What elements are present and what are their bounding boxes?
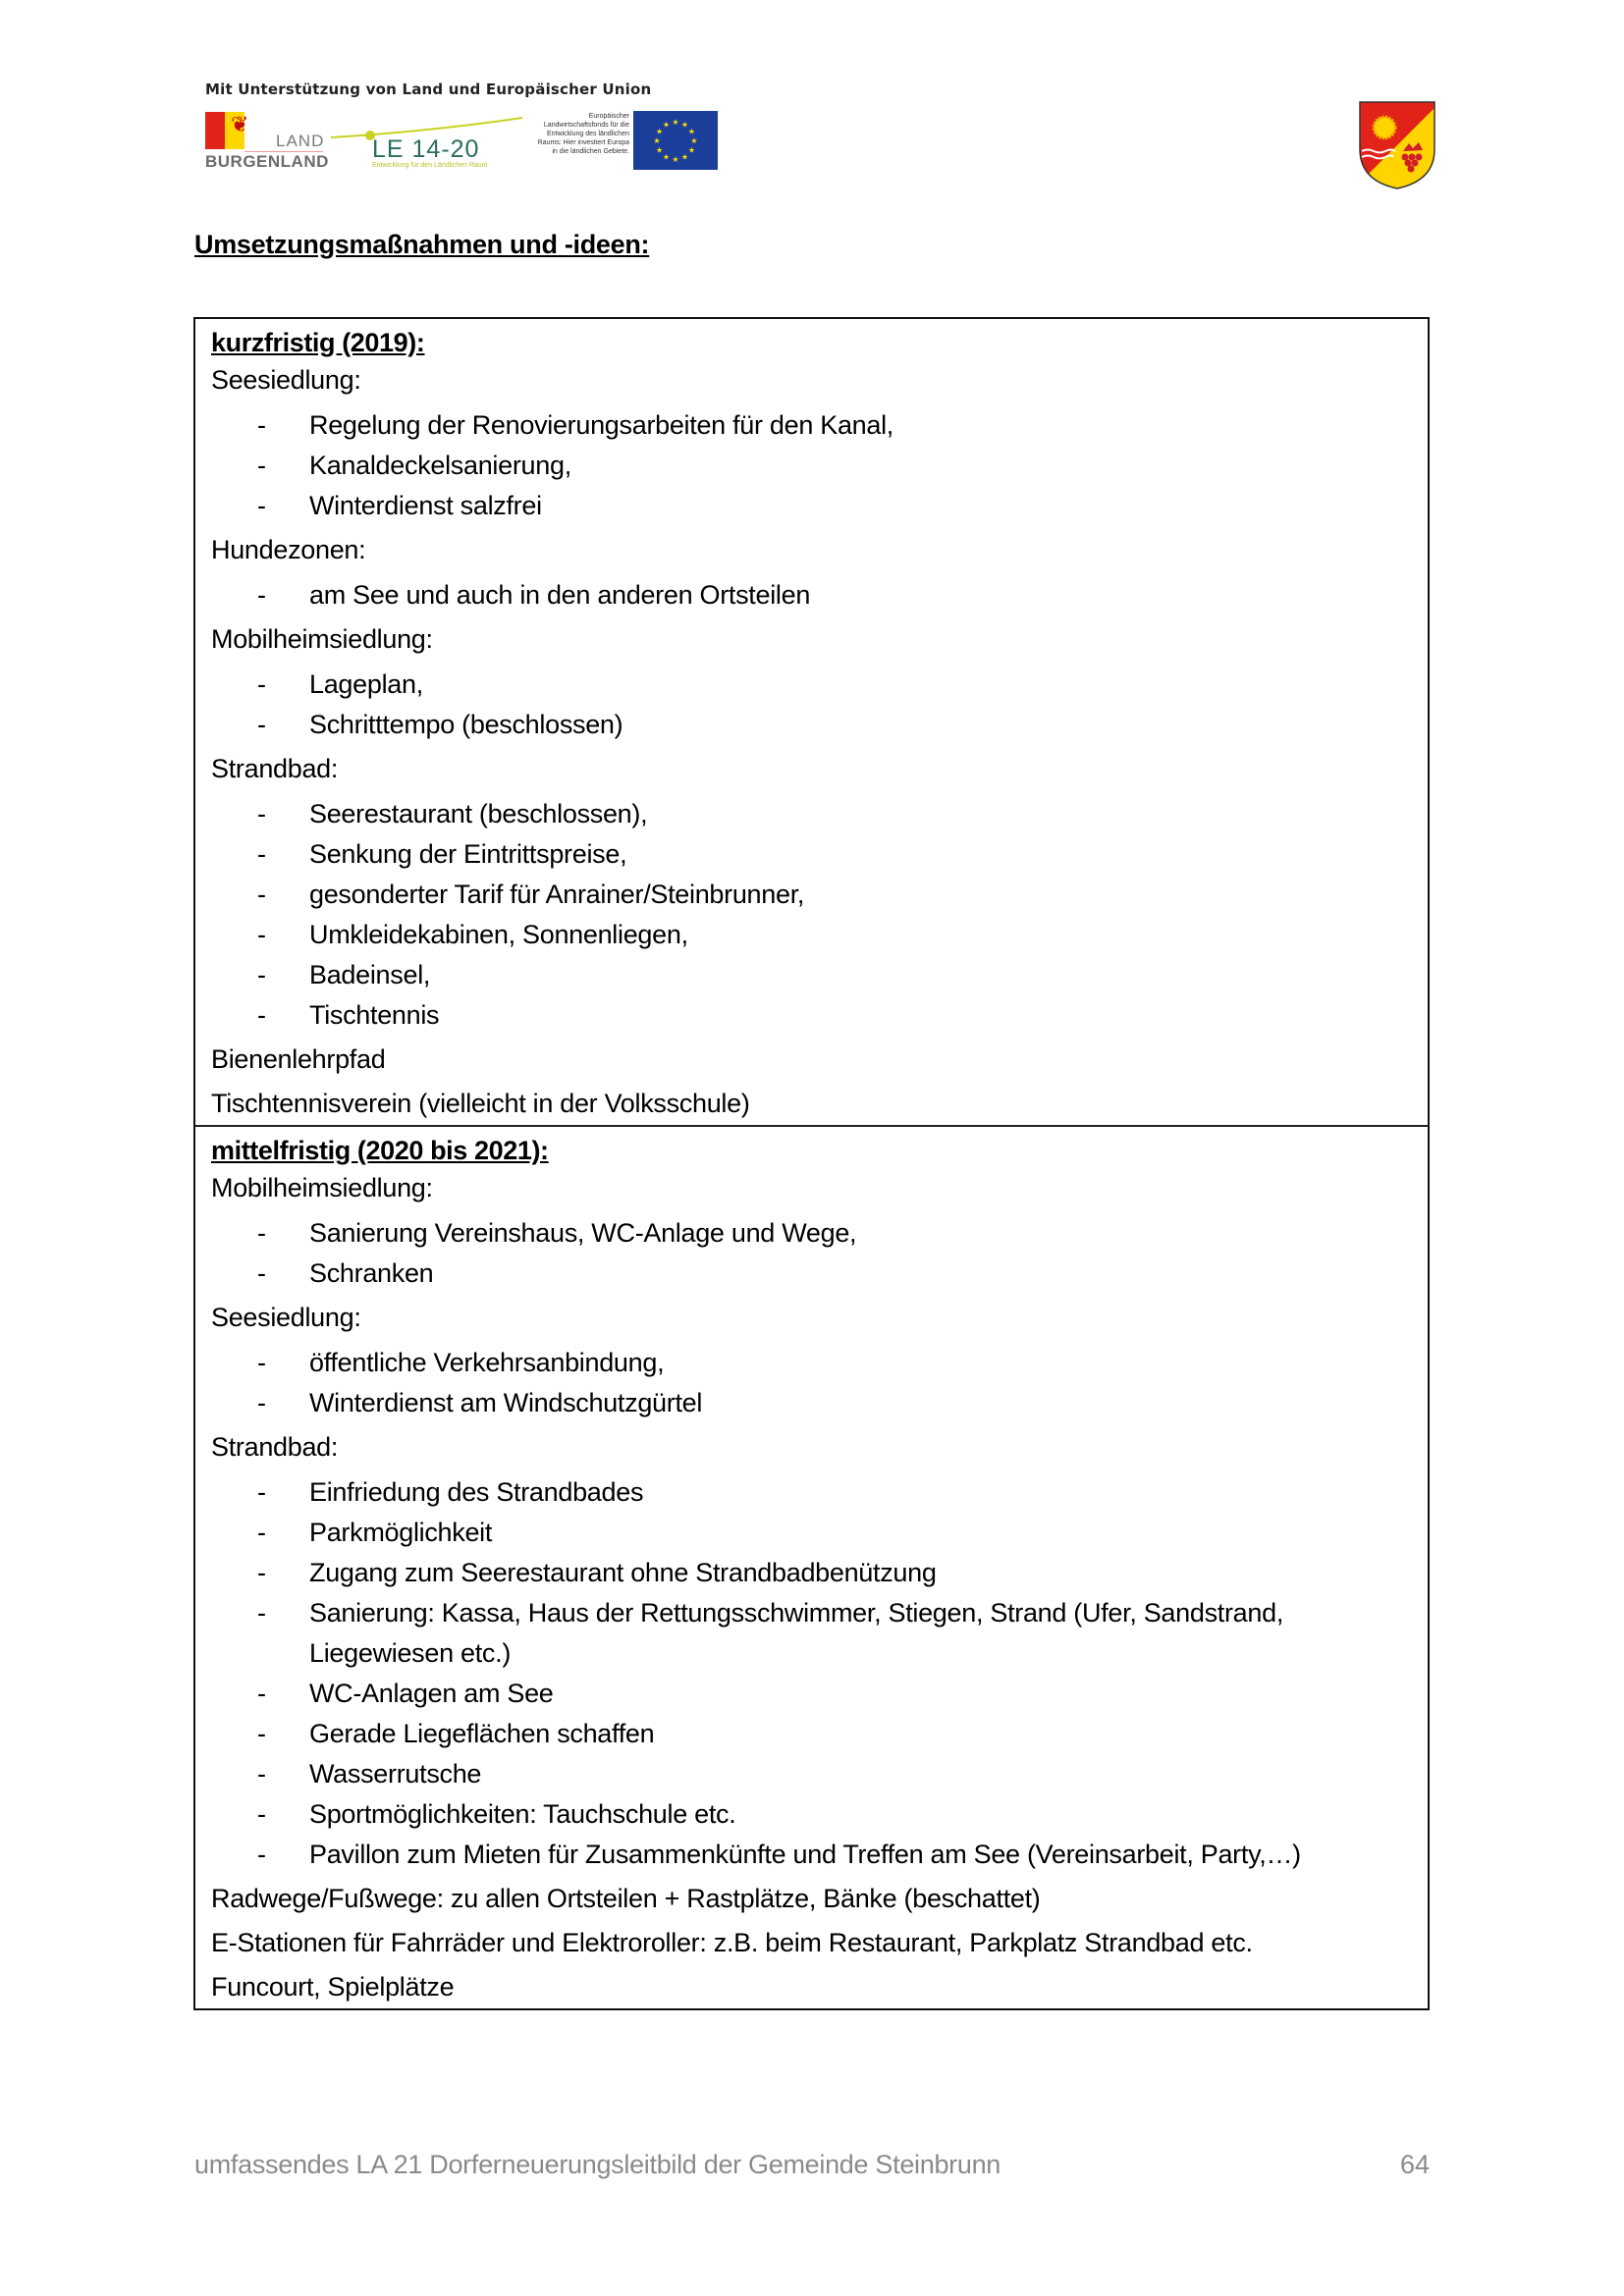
list-item-text: Umkleidekabinen, Sonnenliegen,	[309, 920, 688, 949]
list-item	[211, 1835, 1414, 1875]
list-item	[211, 995, 1414, 1036]
list-item	[211, 1513, 1414, 1553]
list-item-text: Tischtennis	[309, 1000, 440, 1030]
plain-item: Funcourt, Spielplätze	[211, 1972, 455, 2002]
dash-bullet-icon: -	[257, 580, 266, 610]
land-burgenland-logo	[205, 108, 329, 173]
eu-star-icon: ★	[687, 127, 696, 136]
list-item-text: Gerade Liegeflächen schaffen	[309, 1719, 655, 1748]
list-item	[211, 794, 1414, 834]
list-item	[211, 1213, 1414, 1254]
eu-star-icon: ★	[672, 155, 679, 164]
list-item	[211, 575, 1414, 615]
bullet-list	[211, 665, 1414, 745]
coat-of-arms-icon	[1358, 100, 1436, 190]
list-item	[211, 955, 1414, 995]
list-item-text: gesonderter Tarif für Anrainer/Steinbrunner,	[309, 880, 805, 909]
section-title: Umsetzungsmaßnahmen und -ideen:	[194, 230, 650, 259]
burgenland-label: BURGENLAND	[205, 152, 329, 171]
dash-bullet-icon: -	[257, 1840, 266, 1869]
eu-star-icon: ★	[662, 152, 671, 162]
list-item-text: Winterdienst am Windschutzgürtel	[309, 1388, 703, 1417]
plain-item: Tischtennisverein (vielleicht in der Volksschule)	[211, 1089, 750, 1118]
category-label: Hundezonen:	[211, 535, 366, 564]
period-section	[195, 319, 1428, 1125]
category-label: Strandbad:	[211, 754, 339, 783]
bullet-list	[211, 1472, 1414, 1875]
eu-star-icon: ★	[690, 136, 698, 145]
page-number: 64	[1399, 2150, 1430, 2179]
dash-bullet-icon: -	[257, 491, 266, 520]
measures-table	[193, 317, 1430, 2010]
flag-red-stripe	[205, 112, 225, 149]
dash-bullet-icon: -	[257, 1558, 266, 1587]
list-item	[211, 1593, 1414, 1674]
category-label: Mobilheimsiedlung:	[211, 624, 433, 654]
bullet-list	[211, 1343, 1414, 1423]
list-item	[211, 405, 1414, 446]
extra-items	[211, 1041, 1414, 1121]
support-text: Mit Unterstützung von Land und Europäischer Union	[205, 80, 652, 98]
list-item-text: Winterdienst salzfrei	[309, 491, 542, 520]
bullet-list	[211, 794, 1414, 1036]
list-item	[211, 1714, 1414, 1754]
extra-items	[211, 1881, 1414, 2004]
dash-bullet-icon: -	[257, 1218, 266, 1248]
dash-bullet-icon: -	[257, 1759, 266, 1789]
list-item	[211, 486, 1414, 526]
le-subtitle: Entwicklung für den Ländlichen Raum	[372, 162, 488, 169]
list-item-text: Regelung der Renovierungsarbeiten für den Kanal,	[309, 410, 894, 440]
list-item-text: Kanaldeckelsanierung,	[309, 451, 571, 480]
list-item	[211, 1383, 1414, 1423]
list-item-text: öffentliche Verkehrsanbindung,	[309, 1348, 665, 1377]
list-item-text: Schranken	[309, 1258, 434, 1288]
le-14-20-logo	[331, 108, 527, 173]
dash-bullet-icon: -	[257, 880, 266, 909]
eu-star-icon: ★	[672, 118, 679, 127]
period-title: kurzfristig (2019):	[211, 328, 425, 357]
list-item-text: Lageplan,	[309, 669, 423, 699]
list-item	[211, 875, 1414, 915]
list-item	[211, 1343, 1414, 1383]
plain-item: E-Stationen für Fahrräder und Elektroroller: z.B. beim Restaurant, Parkplatz Strandbad etc.	[211, 1928, 1253, 1957]
list-item	[211, 1674, 1414, 1714]
dash-bullet-icon: -	[257, 1258, 266, 1288]
sponsor-logos	[205, 108, 716, 173]
eu-star-icon: ★	[655, 127, 664, 136]
eu-star-icon: ★	[655, 145, 664, 155]
bullet-list	[211, 405, 1414, 526]
le-title: LE 14-20	[372, 135, 480, 163]
dash-bullet-icon: -	[257, 1598, 266, 1628]
list-item	[211, 834, 1414, 875]
list-item-text: Sportmöglichkeiten: Tauchschule etc.	[309, 1799, 736, 1829]
eu-star-icon: ★	[662, 120, 671, 130]
dash-bullet-icon: -	[257, 710, 266, 739]
list-item	[211, 446, 1414, 486]
eu-star-icon: ★	[680, 120, 689, 130]
dash-bullet-icon: -	[257, 1799, 266, 1829]
dash-bullet-icon: -	[257, 960, 266, 989]
dash-bullet-icon: -	[257, 1388, 266, 1417]
eu-star-icon: ★	[687, 145, 696, 155]
dash-bullet-icon: -	[257, 1719, 266, 1748]
list-item-text: Badeinsel,	[309, 960, 431, 989]
bullet-list	[211, 575, 1414, 615]
list-item	[211, 1553, 1414, 1593]
eu-star-icon: ★	[653, 136, 661, 145]
list-item	[211, 1754, 1414, 1794]
period-title: mittelfristig (2020 bis 2021):	[211, 1136, 549, 1165]
category-label: Strandbad:	[211, 1432, 339, 1462]
bullet-list	[211, 1213, 1414, 1294]
dash-bullet-icon: -	[257, 799, 266, 828]
dash-bullet-icon: -	[257, 1000, 266, 1030]
dash-bullet-icon: -	[257, 1477, 266, 1507]
list-item	[211, 1472, 1414, 1513]
list-item-text: Einfriedung des Strandbades	[309, 1477, 644, 1507]
footer-text: umfassendes LA 21 Dorferneuerungsleitbild der Gemeinde Steinbrunn	[194, 2150, 1001, 2179]
list-item	[211, 705, 1414, 745]
eu-fund-text: Europäischer Landwirtschaftsfonds für die Entwicklung des ländlichen Raums: Hier investiert Europa in die ländlichen Gebiete.	[537, 113, 629, 155]
dash-bullet-icon: -	[257, 839, 266, 869]
list-item	[211, 1254, 1414, 1294]
dash-bullet-icon: -	[257, 410, 266, 440]
dash-bullet-icon: -	[257, 1348, 266, 1377]
eagle-icon: ❦	[231, 112, 249, 136]
list-item-text: Wasserrutsche	[309, 1759, 482, 1789]
list-item-text: WC-Anlagen am See	[309, 1679, 554, 1708]
dash-bullet-icon: -	[257, 1518, 266, 1547]
list-item	[211, 915, 1414, 955]
list-item-text: Sanierung Vereinshaus, WC-Anlage und Wege,	[309, 1218, 857, 1248]
eu-flag-icon	[633, 111, 718, 170]
category-label: Seesiedlung:	[211, 365, 361, 395]
list-item-text: Pavillon zum Mieten für Zusammenkünfte und Treffen am See (Vereinsarbeit, Party,…)	[309, 1840, 1301, 1869]
list-item-text: Parkmöglichkeit	[309, 1518, 493, 1547]
dash-bullet-icon: -	[257, 1679, 266, 1708]
list-item-text: Seerestaurant (beschlossen),	[309, 799, 648, 828]
category-label: Mobilheimsiedlung:	[211, 1173, 433, 1202]
eu-star-icon: ★	[680, 152, 689, 162]
dash-bullet-icon: -	[257, 920, 266, 949]
list-item-text: Schritttempo (beschlossen)	[309, 710, 623, 739]
dash-bullet-icon: -	[257, 451, 266, 480]
dash-bullet-icon: -	[257, 669, 266, 699]
land-label: LAND	[276, 132, 325, 150]
list-item	[211, 1794, 1414, 1835]
list-item	[211, 665, 1414, 705]
category-label: Seesiedlung:	[211, 1303, 361, 1332]
list-item-text: Senkung der Eintrittspreise,	[309, 839, 627, 869]
plain-item: Bienenlehrpfad	[211, 1044, 386, 1074]
plain-item: Radwege/Fußwege: zu allen Ortsteilen + Rastplätze, Bänke (beschattet)	[211, 1884, 1041, 1913]
list-item-text: Sanierung: Kassa, Haus der Rettungsschwimmer, Stiegen, Strand (Ufer, Sandstrand, Liegewiesen etc.)	[309, 1598, 1284, 1668]
period-section	[195, 1125, 1428, 2008]
list-item-text: am See und auch in den anderen Ortsteilen	[309, 580, 811, 610]
list-item-text: Zugang zum Seerestaurant ohne Strandbadbenützung	[309, 1558, 937, 1587]
